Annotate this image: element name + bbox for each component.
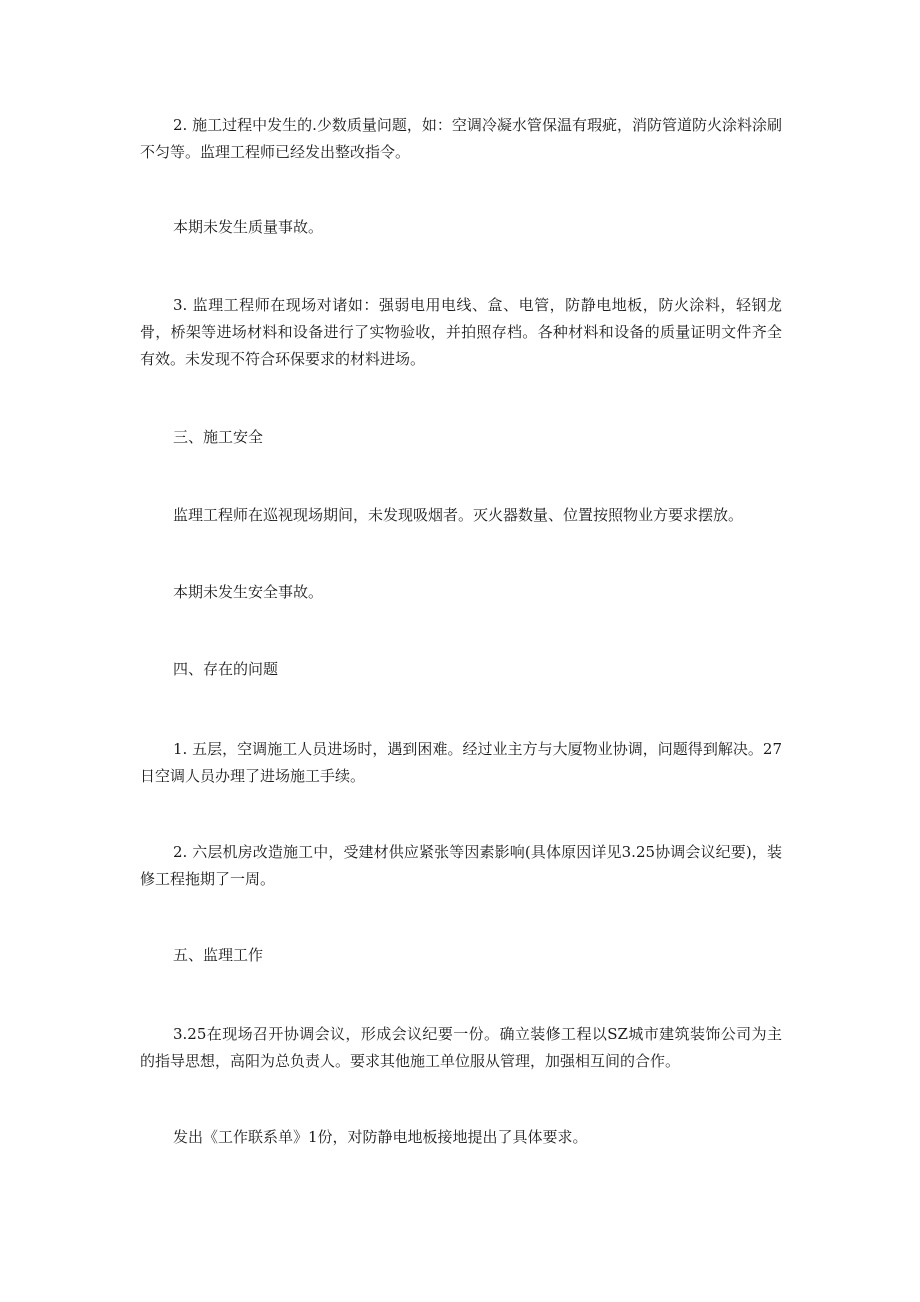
paragraph-material-inspection: 3. 监理工程师在现场对诸如：强弱电用电线、盒、电管，防静电地板，防火涂料，轻钢龙骨，桥架等进场材料和设备进行了实物验收，并拍照存档。各种材料和设备的质量证明文件齐全有效。未发现不符合环保要求的材料进场。 — [140, 296, 782, 368]
paragraph-no-quality-accident: 本期未发生质量事故。 — [173, 218, 324, 236]
paragraph-work-contact-sheet: 发出《工作联系单》1份，对防静电地板接地提出了具体要求。 — [173, 1128, 588, 1146]
paragraph-quality-issues: 2. 施工过程中发生的.少数质量问题，如：空调冷凝水管保温有瑕疵，消防管道防火涂料涂刷不匀等。监理工程师已经发出整改指令。 — [140, 116, 782, 161]
section-heading-existing-problems: 四、存在的问题 — [173, 660, 279, 678]
paragraph-no-safety-accident: 本期未发生安全事故。 — [173, 583, 324, 601]
section-heading-construction-safety: 三、施工安全 — [173, 428, 264, 446]
paragraph-problem-1: 1. 五层，空调施工人员进场时，遇到困难。经过业主方与大厦物业协调，问题得到解决。27日空调人员办理了进场施工手续。 — [140, 740, 782, 785]
paragraph-problem-2: 2. 六层机房改造施工中，受建材供应紧张等因素影响(具体原因详见3.25协调会议纪要)，装修工程拖期了一周。 — [140, 843, 782, 888]
paragraph-site-patrol: 监理工程师在巡视现场期间，未发现吸烟者。灭火器数量、位置按照物业方要求摆放。 — [173, 506, 744, 524]
section-heading-supervision-work: 五、监理工作 — [173, 946, 264, 964]
paragraph-coordination-meeting: 3.25在现场召开协调会议，形成会议纪要一份。确立装修工程以SZ城市建筑装饰公司为主的指导思想，高阳为总负责人。要求其他施工单位服从管理，加强相互间的合作。 — [140, 1025, 782, 1070]
